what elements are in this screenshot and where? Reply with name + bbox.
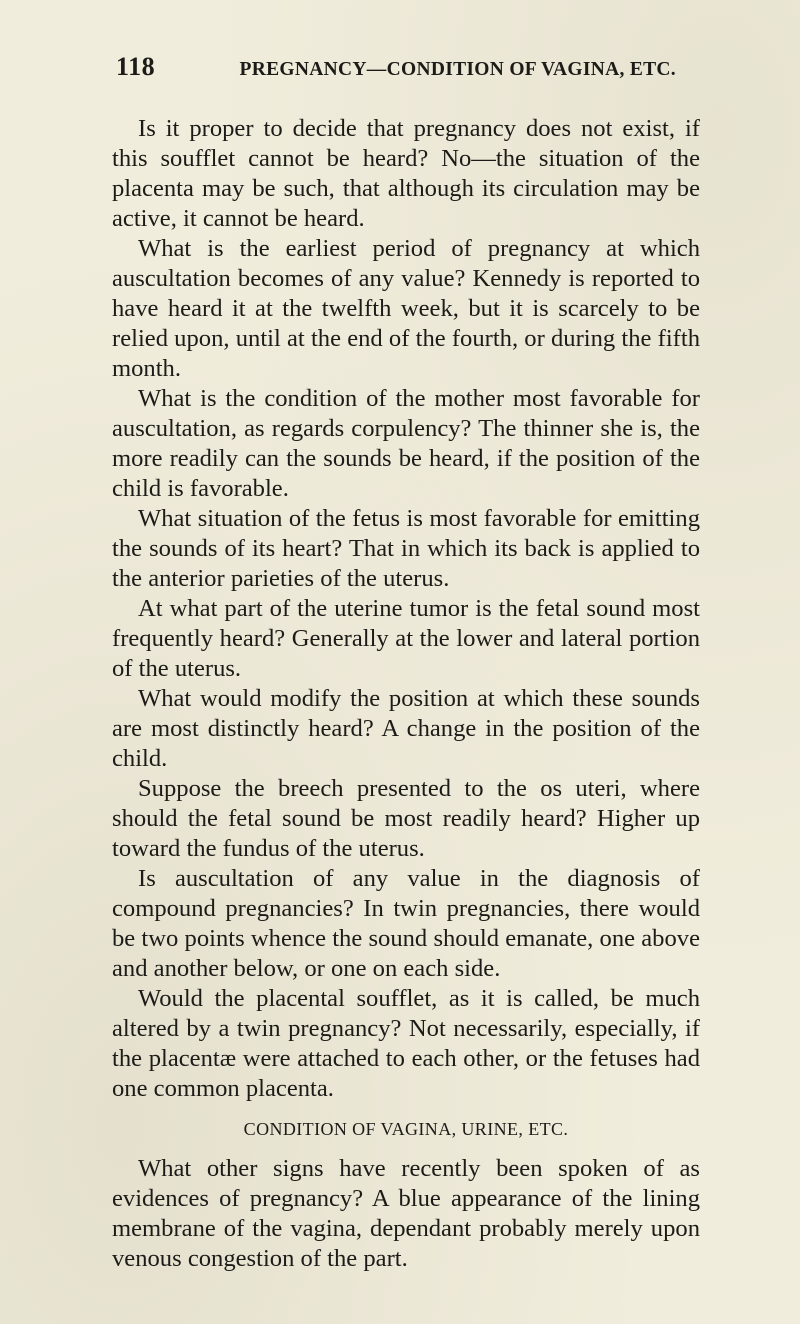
- paragraph: What would modify the position at which these sounds are most distinctly heard? A change in the position of the child.: [112, 685, 700, 772]
- running-head-title: PREGNANCY—CONDITION OF VAGINA, ETC.: [239, 59, 676, 80]
- paragraph: Is auscultation of any value in the diagnosis of compound pregnancies? In twin pregnancies, there would be two points whence the sound should emanate, one above and another below, or one on each side.: [112, 865, 700, 982]
- paragraph: Suppose the breech presented to the os uteri, where should the fetal sound be most readily heard? Higher up toward the fundus of the uterus.: [112, 775, 700, 862]
- body-text: [112, 114, 700, 1274]
- paragraph: At what part of the uterine tumor is the fetal sound most frequently heard? Generally at the lower and lateral portion of the uterus.: [112, 595, 700, 682]
- paragraph: What other signs have recently been spoken of as evidences of pregnancy? A blue appearance of the lining membrane of the vagina, dependant probably merely upon venous congestion of the part.: [112, 1155, 700, 1272]
- paragraph: Is it proper to decide that pregnancy does not exist, if this soufflet cannot be heard? No—the situation of the placenta may be such, that although its circulation may be active, it cannot be heard.: [112, 115, 700, 232]
- paragraph: What is the condition of the mother most favorable for auscultation, as regards corpulency? The thinner she is, the more readily can the sounds be heard, if the position of the child is favorable.: [112, 385, 700, 502]
- section-heading: CONDITION OF VAGINA, URINE, ETC.: [243, 1119, 569, 1139]
- paragraph: What is the earliest period of pregnancy at which auscultation becomes of any value? Kennedy is reported to have heard it at the twelfth week, but it is scarcely to be relied upon, until at the end of the fourth, or during the fifth month.: [112, 235, 700, 382]
- page-number: 118: [116, 52, 156, 81]
- running-head: [116, 52, 676, 92]
- paragraph: What situation of the fetus is most favorable for emitting the sounds of its heart? That in which its back is applied to the anterior parieties of the uterus.: [112, 505, 700, 592]
- paragraph: Would the placental soufflet, as it is called, be much altered by a twin pregnancy? Not necessarily, especially, if the placentæ were attached to each other, or the fetuses had one common placenta.: [112, 985, 700, 1102]
